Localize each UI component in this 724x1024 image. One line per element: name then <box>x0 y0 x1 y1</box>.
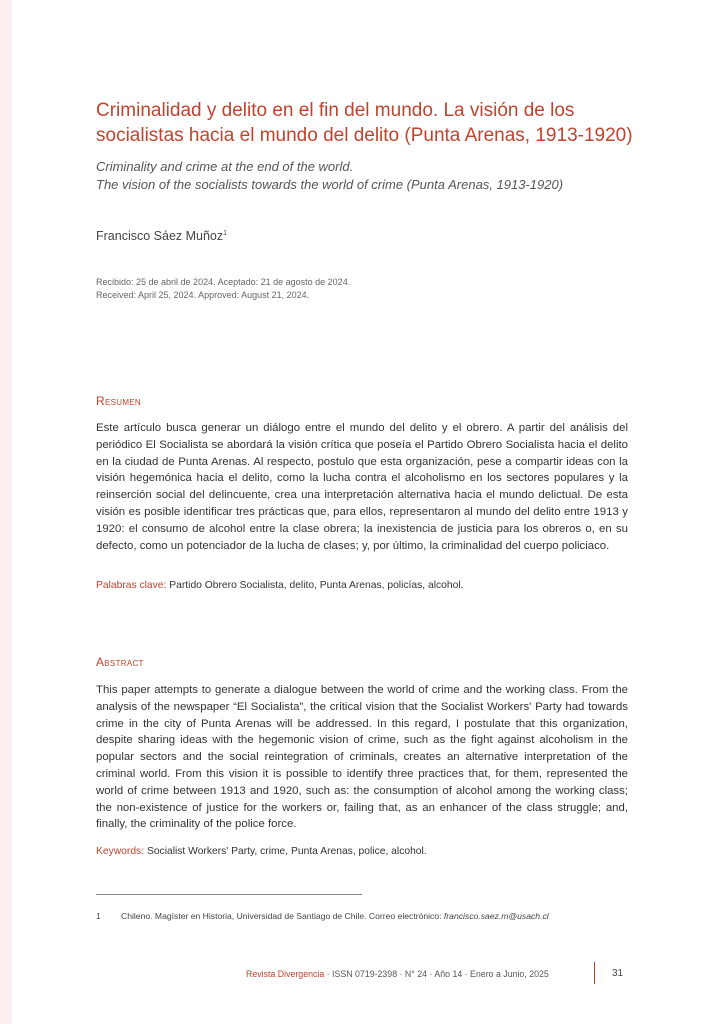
abstract-text: This paper attempts to generate a dialogue between the world of crime and the working class. From the analysis of the newspaper “El Socialista”, the critical vision that the Socialist Workers' Party had towards crime in the city of Punta Arenas will be addressed. In this regard, I postulate that this organization, despite sharing ideas with the hegemonic vision of crime, such as the fight against alcoholism in the popular sectors and the social reintegration of criminals, creates an alternative interpretation of the criminal world. From this vision it is possible to identify three practices that, for them, represented the world of crime between 1913 and 1920, such as: the consumption of alcohol among the working class; the non-existence of justice for the workers or, failing that, as an enhancer of the class struggle; and, finally, the criminality of the police force. <box>96 684 628 831</box>
author-footnote-mark[interactable]: 1 <box>223 229 228 237</box>
submission-dates <box>96 276 350 302</box>
keywords-values: Socialist Workers' Party, crime, Punta Arenas, police, alcohol. <box>146 846 427 857</box>
footnote-number: 1 <box>96 911 101 921</box>
article-title: Criminalidad y delito en el fin del mundo. La visión de los socialistas hacia el mundo del delito (Punta Arenas, 1913-1920) <box>96 100 633 146</box>
footnote-text: Chileno. Magíster en Historia, Universidad de Santiago de Chile. Correo electrónico: <box>121 911 442 921</box>
abstract-heading: Abstract <box>96 655 144 669</box>
keywords-label: Keywords: <box>96 846 145 857</box>
journal-issue-info: · ISSN 0719-2398 · N° 24 · Año 14 · Enero a Junio, 2025 <box>324 969 549 979</box>
author <box>96 229 227 243</box>
subtitle-line-2: The vision of the socialists towards the world of crime (Punta Arenas, 1913-1920) <box>96 177 564 192</box>
journal-name: Revista Divergencia <box>246 969 325 979</box>
palabras-clave-label: Palabras clave: <box>96 580 167 591</box>
abstract-keywords <box>96 846 628 857</box>
resumen-heading: Resumen <box>96 394 141 408</box>
author-email-link[interactable]: francisco.saez.m@usach.cl <box>443 911 549 921</box>
page-margin-band <box>0 0 12 1024</box>
subtitle-line-1: Criminality and crime at the end of the world. <box>96 159 354 174</box>
resumen-keywords <box>96 580 628 591</box>
page-footer <box>246 969 549 979</box>
dates-es: Recibido: 25 de abril de 2024. Aceptado: 21 de agosto de 2024. <box>96 277 351 287</box>
dates-en: Received: April 25, 2024. Approved: August 21, 2024. <box>96 290 310 300</box>
page-number: 31 <box>612 968 624 979</box>
author-name: Francisco Sáez Muñoz <box>96 229 224 243</box>
article-subtitle-en <box>96 158 656 194</box>
resumen-text: Este artículo busca generar un diálogo entre el mundo del delito y el obrero. A partir del análisis del periódico El Socialista se abordará la visión crítica que poseía el Partido Obrero Socialista hacia el delito en la ciudad de Punta Arenas. Al respecto, postulo que esta organización, pese a compartir ideas con la visión hegemónica hacia el delito, como la lucha contra el alcoholismo en los sectores populares y la reinserción social del delincuente, crea una interpretación alternativa hacia el mundo delictual. De esta visión es posible identificar tres prácticas que, para ellos, representaron al mundo del delito entre 1913 y 1920: el consumo de alcohol entre la clase obrera; la inexistencia de justicia para los obreros o, en su defecto, como un potenciador de la lucha de clases; y, por último, la criminalidad del cuerpo policiaco. <box>96 422 628 552</box>
palabras-clave-values: Partido Obrero Socialista, delito, Punta Arenas, policías, alcohol. <box>169 580 464 591</box>
footer-divider <box>594 962 595 984</box>
footnote-divider <box>96 894 362 895</box>
footnote <box>96 911 549 921</box>
